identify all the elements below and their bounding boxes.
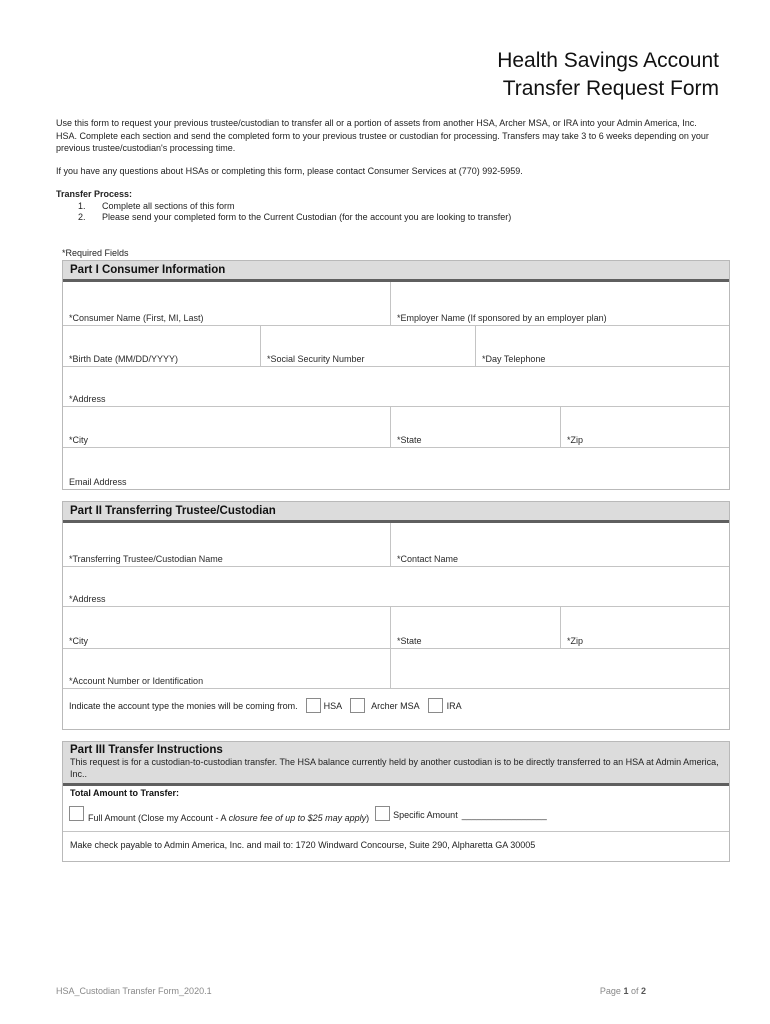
contact-name-field[interactable] — [391, 523, 729, 567]
address-field[interactable] — [63, 367, 729, 407]
city-label: *City — [69, 435, 89, 445]
custodian-address-field[interactable] — [63, 567, 729, 607]
city-field[interactable] — [63, 407, 391, 448]
hsa-option-label: HSA — [323, 700, 343, 711]
zip-label: *Zip — [567, 435, 584, 445]
amount-options-row — [69, 806, 547, 821]
mailing-instructions: Make check payable to Admin America, Inc. and mail to: 1720 Windward Concourse, Suite 290, Alpharetta GA 30005 — [70, 840, 536, 850]
employer-name-field[interactable] — [391, 282, 729, 326]
birth-date-field[interactable] — [63, 326, 261, 367]
custodian-address-label: *Address — [69, 594, 106, 604]
closure-fee-note: closure fee of up to $25 may apply — [228, 812, 367, 823]
form-title — [497, 47, 719, 103]
ira-checkbox[interactable] — [428, 698, 443, 713]
ira-option-label: IRA — [446, 700, 462, 711]
part3-header — [63, 742, 729, 786]
process-step — [56, 212, 511, 224]
current-page: 1 — [623, 986, 629, 996]
process-step — [56, 201, 511, 213]
full-amount-checkbox[interactable] — [69, 806, 84, 821]
account-number-field[interactable] — [63, 649, 391, 689]
transfer-process — [56, 189, 511, 224]
custodian-city-field[interactable] — [63, 607, 391, 649]
account-type-row — [69, 698, 462, 713]
custodian-zip-field[interactable] — [561, 607, 729, 649]
consumer-name-label: *Consumer Name (First, MI, Last) — [69, 313, 204, 323]
day-telephone-label: *Day Telephone — [482, 354, 546, 364]
address-label: *Address — [69, 394, 106, 404]
consumer-name-field[interactable] — [63, 282, 391, 326]
trustee-name-field[interactable] — [63, 523, 391, 567]
custodian-state-label: *State — [397, 636, 422, 646]
contact-note: If you have any questions about HSAs or completing this form, please contact Consumer Services at (770) 992-5959. — [56, 166, 523, 176]
custodian-zip-label: *Zip — [567, 636, 584, 646]
process-step-number: 2. — [78, 212, 86, 222]
ssn-field[interactable] — [261, 326, 476, 367]
ssn-label: *Social Security Number — [267, 354, 365, 364]
account-number-label: *Account Number or Identification — [69, 676, 204, 686]
transfer-process-heading: Transfer Process: — [56, 189, 133, 199]
specific-amount-checkbox[interactable] — [375, 806, 390, 821]
page-number — [600, 986, 646, 996]
amount-divider — [63, 831, 729, 832]
specific-amount-label: Specific Amount — [393, 809, 458, 820]
zip-field[interactable] — [561, 407, 729, 448]
process-step-text: Complete all sections of this form — [102, 200, 235, 211]
full-amount-label — [88, 813, 369, 823]
part2-header: Part II Transferring Trustee/Custodian — [63, 502, 729, 523]
archer-msa-option-label: Archer MSA — [371, 700, 420, 711]
full-amount-text: Full Amount (Close my Account - A — [88, 812, 229, 823]
form-title-line1: Health Savings Account — [497, 49, 719, 72]
full-amount-close: ) — [366, 812, 370, 823]
trustee-name-label: *Transferring Trustee/Custodian Name — [69, 554, 223, 564]
part1-consumer-information — [62, 260, 730, 490]
account-number-extra-field[interactable] — [391, 649, 729, 689]
part3-title: Part III Transfer Instructions — [70, 744, 223, 756]
custodian-state-field[interactable] — [391, 607, 561, 649]
required-fields-note: *Required Fields — [62, 248, 129, 258]
custodian-city-label: *City — [69, 636, 89, 646]
form-title-line2: Transfer Request Form — [502, 77, 719, 100]
state-label: *State — [397, 435, 422, 445]
contact-name-label: *Contact Name — [397, 554, 459, 564]
process-step-number: 1. — [78, 200, 86, 211]
total-amount-label: Total Amount to Transfer: — [70, 788, 179, 798]
hsa-checkbox[interactable] — [306, 698, 321, 713]
of-word: of — [628, 986, 641, 996]
intro-paragraph: Use this form to request your previous trustee/custodian to transfer all or a portion of assets from another HSA, Archer MSA, or IRA into your Admin America, Inc. HSA. Complete each section and send the completed form to your previous trustee or custodian for processing. Transfers may take 3 to 6 weeks depending on your previous trustee/custodian's processing time. — [56, 118, 709, 153]
part3-description: This request is for a custodian-to-custodian transfer. The HSA balance currently held by another custodian is to be directly transferred to an HSA at Admin America, Inc.. — [70, 757, 719, 779]
birth-date-label: *Birth Date (MM/DD/YYYY) — [69, 354, 179, 364]
form-version-footer: HSA_Custodian Transfer Form_2020.1 — [56, 986, 212, 996]
part3-transfer-instructions — [62, 741, 730, 862]
state-field[interactable] — [391, 407, 561, 448]
specific-amount-input[interactable]: _________________ — [461, 809, 547, 820]
day-telephone-field[interactable] — [476, 326, 729, 367]
page-word: Page — [599, 986, 624, 996]
archer-msa-checkbox[interactable] — [350, 698, 365, 713]
part1-header: Part I Consumer Information — [63, 261, 729, 282]
process-step-text: Please send your completed form to the Current Custodian (for the account you are looking to transfer) — [102, 212, 512, 222]
total-pages: 2 — [640, 986, 646, 996]
account-type-prompt: Indicate the account type the monies will be coming from. — [69, 700, 298, 711]
employer-name-label: *Employer Name (If sponsored by an employer plan) — [397, 313, 607, 323]
email-label: Email Address — [69, 477, 127, 487]
part2-transferring-custodian — [62, 501, 730, 730]
email-field[interactable] — [63, 448, 729, 489]
